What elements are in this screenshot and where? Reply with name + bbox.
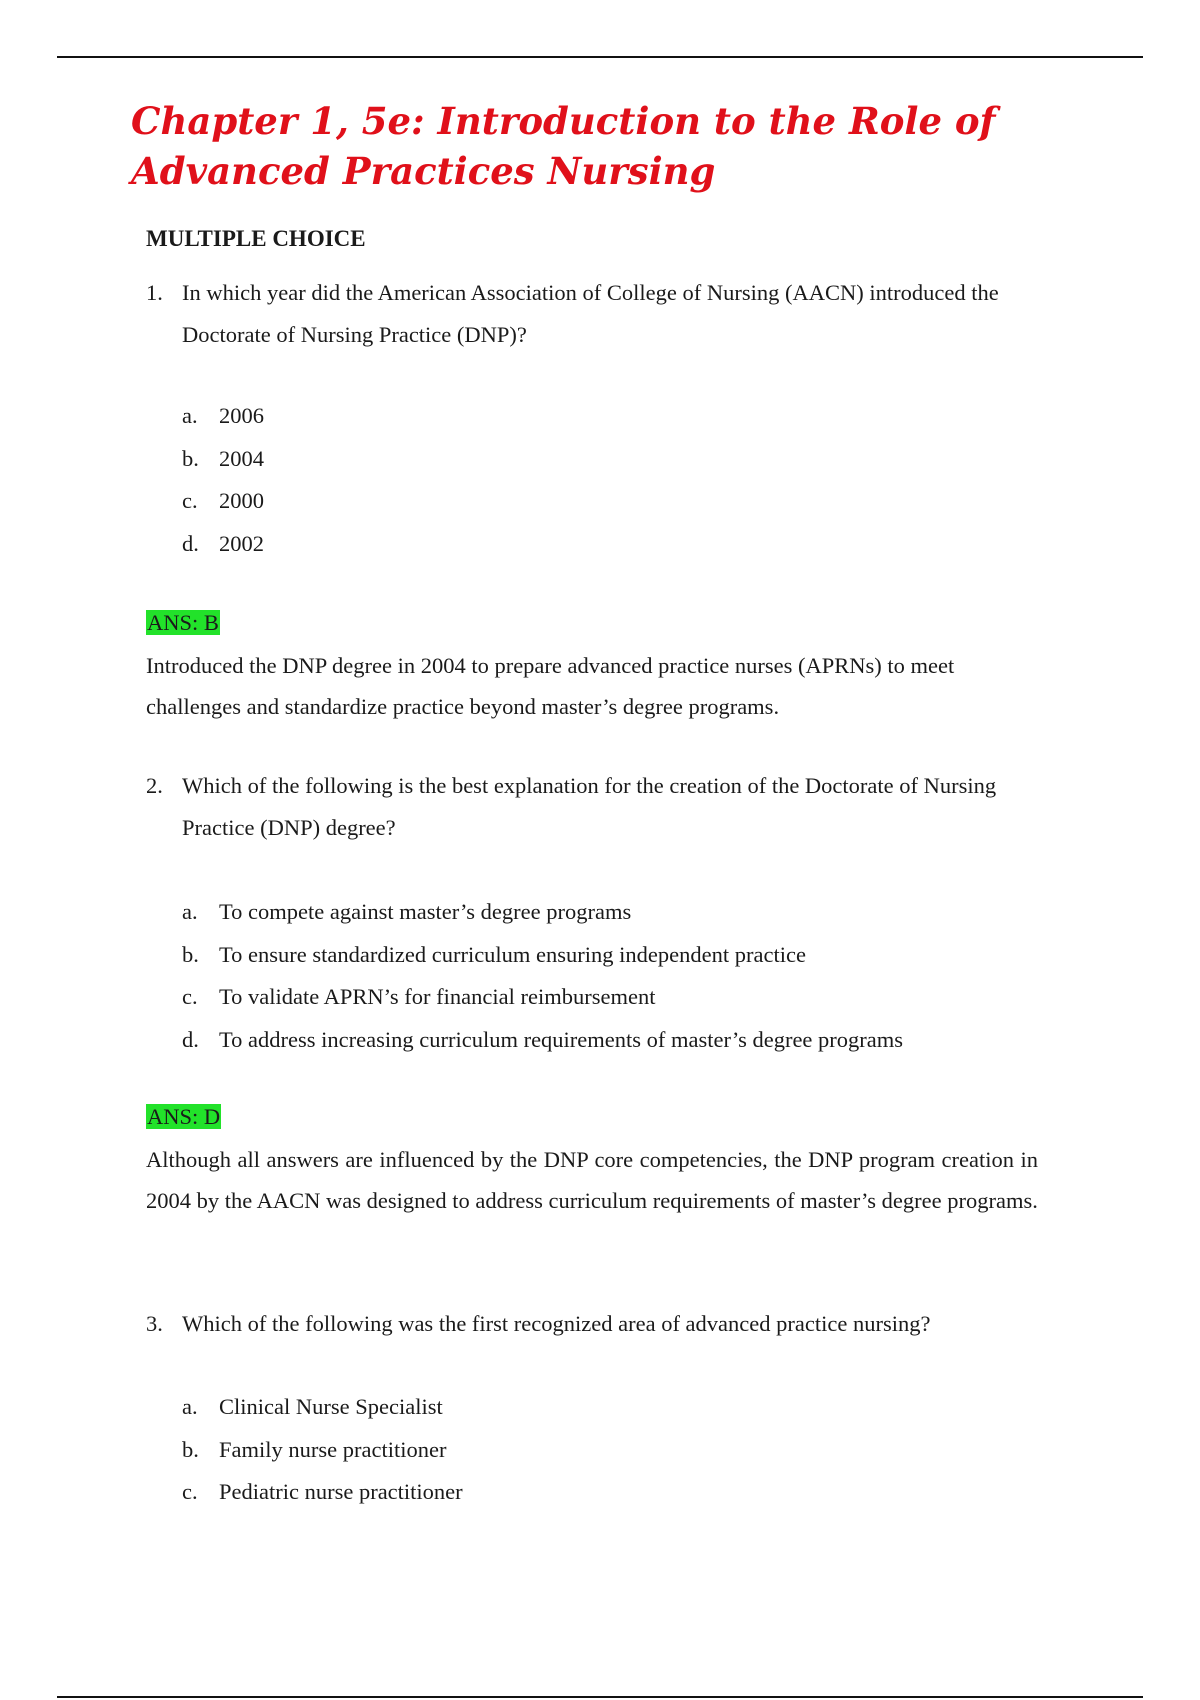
option-c bbox=[182, 976, 903, 1019]
question-1-options bbox=[182, 395, 264, 565]
option-text: Clinical Nurse Specialist bbox=[219, 1394, 443, 1419]
option-text: To ensure standardized curriculum ensuring independent practice bbox=[219, 941, 806, 967]
option-a bbox=[182, 395, 264, 438]
option-b bbox=[182, 934, 903, 977]
option-text: Pediatric nurse practitioner bbox=[219, 1479, 463, 1504]
option-d bbox=[182, 1019, 903, 1062]
option-letter: a. bbox=[182, 403, 198, 428]
option-text: 2000 bbox=[219, 488, 264, 513]
bottom-rule bbox=[57, 1696, 1143, 1698]
option-letter: c. bbox=[182, 1479, 198, 1504]
option-text: 2002 bbox=[219, 530, 264, 556]
option-c bbox=[182, 1471, 463, 1514]
page-title: Chapter 1, 5e: Introduction to the Role of Advanced Practices Nursing bbox=[131, 99, 996, 193]
option-letter: d. bbox=[182, 530, 199, 556]
option-letter: c. bbox=[182, 488, 198, 513]
option-d bbox=[182, 523, 264, 566]
option-text: To validate APRN’s for financial reimbursement bbox=[219, 984, 656, 1009]
section-heading: MULTIPLE CHOICE bbox=[146, 226, 366, 251]
option-text: Family nurse practitioner bbox=[219, 1436, 447, 1462]
question-number: 2. bbox=[146, 773, 163, 798]
top-rule bbox=[57, 56, 1143, 58]
question-number: 3. bbox=[146, 1311, 163, 1336]
question-2 bbox=[146, 765, 1046, 849]
option-text: 2004 bbox=[219, 445, 264, 471]
option-letter: b. bbox=[182, 941, 199, 967]
option-letter: a. bbox=[182, 1394, 198, 1419]
rationale-2: Although all answers are influenced by the DNP core competencies, the DNP program creation in 2004 by the AACN was designed to address curriculum requirements of master’s degree programs. bbox=[146, 1147, 1038, 1213]
option-letter: b. bbox=[182, 1436, 199, 1462]
answer-1 bbox=[146, 609, 220, 637]
question-text: Which of the following was the first recognized area of advanced practice nursing? bbox=[182, 1311, 931, 1336]
option-letter: c. bbox=[182, 984, 198, 1009]
answer-highlight: ANS: D bbox=[147, 1104, 221, 1129]
option-a bbox=[182, 891, 903, 934]
rationale-1: Introduced the DNP degree in 2004 to prepare advanced practice nurses (APRNs) to meet challenges and standardize practice beyond master’s degree programs. bbox=[146, 653, 955, 719]
question-text: In which year did the American Association of College of Nursing (AACN) introduced the Doctorate of Nursing Practice (DNP)? bbox=[182, 280, 999, 347]
option-b bbox=[182, 1429, 463, 1472]
question-number: 1. bbox=[146, 280, 163, 305]
answer-2 bbox=[146, 1103, 221, 1131]
option-letter: a. bbox=[182, 899, 198, 924]
option-a bbox=[182, 1386, 463, 1429]
question-3 bbox=[146, 1303, 1046, 1345]
question-2-options bbox=[182, 891, 903, 1061]
option-letter: d. bbox=[182, 1026, 199, 1052]
answer-highlight: ANS: B bbox=[147, 610, 219, 635]
option-text: To address increasing curriculum requirements of master’s degree programs bbox=[219, 1026, 904, 1052]
option-c bbox=[182, 480, 264, 523]
question-3-options bbox=[182, 1386, 463, 1514]
question-1 bbox=[146, 272, 1046, 356]
option-b bbox=[182, 438, 264, 481]
question-text: Which of the following is the best explanation for the creation of the Doctorate of Nursing Practice (DNP) degree? bbox=[182, 773, 997, 840]
option-letter: b. bbox=[182, 445, 199, 471]
option-text: To compete against master’s degree programs bbox=[219, 899, 632, 924]
option-text: 2006 bbox=[219, 403, 264, 428]
